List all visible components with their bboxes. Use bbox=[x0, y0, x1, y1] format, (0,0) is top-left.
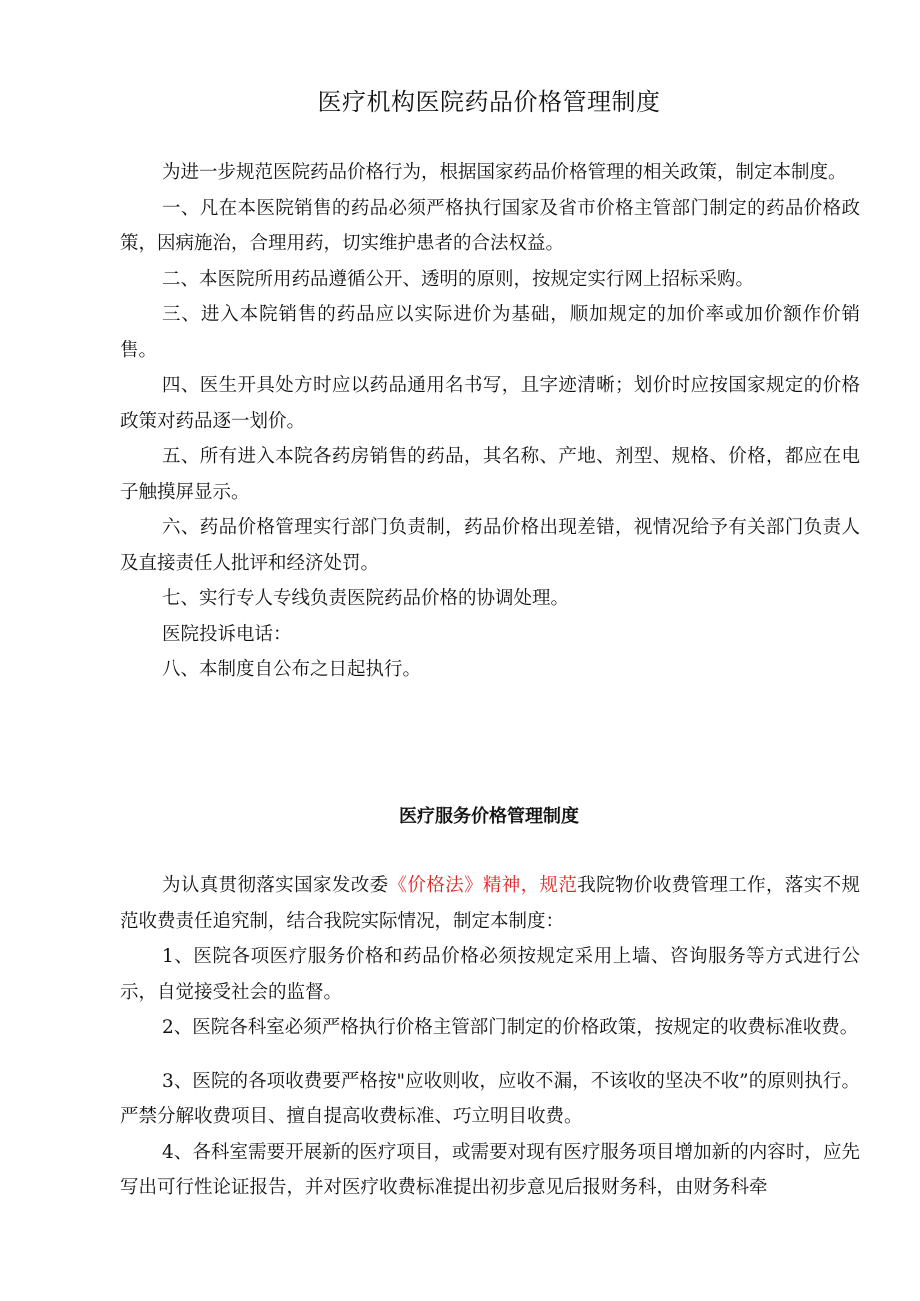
intro-text: 为认真贯彻落实国家发改委 bbox=[162, 875, 389, 896]
intro-paragraph bbox=[120, 868, 860, 939]
intro-paragraph: 为进一步规范医院药品价格行为，根据国家药品价格管理的相关政策，制定本制度。 bbox=[162, 162, 847, 183]
clause-4: 四、医生开具处方时应以药品通用名书写，且字迹清晰；划价时应按国家规定的价格政策对药品逐一划价。 bbox=[120, 375, 860, 432]
rule-3: 3、医院的各项收费要严格按"应收则收，应收不漏，不该收的坚决不收”的原则执行。严禁分解收费项目、擅自提高收费标准、巧立明目收费。 bbox=[120, 1070, 860, 1127]
drug-price-section bbox=[120, 155, 860, 688]
clause-5: 五、所有进入本院各药房销售的药品，其名称、产地、剂型、规格、价格，都应在电子触摸屏显示。 bbox=[120, 446, 860, 503]
paragraph-gap bbox=[120, 1046, 860, 1064]
clause-8: 八、本制度自公布之日起执行。 bbox=[162, 659, 422, 680]
intro-text-rest: 我院物价收费管理工作，落实不规范收费责任追究制，结合我院实际情况，制定本制度： bbox=[120, 875, 860, 932]
document-title: 医疗机构医院药品价格管理制度 bbox=[317, 88, 661, 116]
section-title: 医疗服务价格管理制度 bbox=[399, 806, 579, 827]
rule-1: 1、医院各项医疗服务价格和药品价格必须按规定采用上墙、咨询服务等方式进行公示，自觉接受社会的监督。 bbox=[120, 946, 860, 1003]
clause-1: 一、凡在本医院销售的药品必须严格执行国家及省市价格主管部门制定的药品价格政策，因病施治，合理用药，切实维护患者的合法权益。 bbox=[120, 197, 860, 254]
rule-2: 2、医院各科室必须严格执行价格主管部门制定的价格政策，按规定的收费标准收费。 bbox=[162, 1017, 859, 1038]
clause-7: 七、实行专人专线负责医院药品价格的协调处理。 bbox=[162, 588, 570, 609]
rule-4: 4、各科室需要开展新的医疗项目，或需要对现有医疗服务项目增加新的内容时，应先写出可行性论证报告，并对医疗收费标准提出初步意见后报财务科，由财务科牵 bbox=[120, 1141, 860, 1198]
clause-3: 三、进入本院销售的药品应以实际进价为基础，顺加规定的加价率或加价额作价销售。 bbox=[120, 304, 860, 361]
highlighted-text: 《价格法》精神，规范 bbox=[388, 875, 578, 896]
service-price-section bbox=[120, 868, 860, 1206]
complaint-phone: 医院投诉电话： bbox=[162, 623, 292, 645]
clause-2: 二、本医院所用药品遵循公开、透明的原则，按规定实行网上招标采购。 bbox=[162, 268, 755, 290]
clause-6: 六、药品价格管理实行部门负责制，药品价格出现差错，视情况给予有关部门负责人及直接责任人批评和经济处罚。 bbox=[120, 517, 860, 574]
